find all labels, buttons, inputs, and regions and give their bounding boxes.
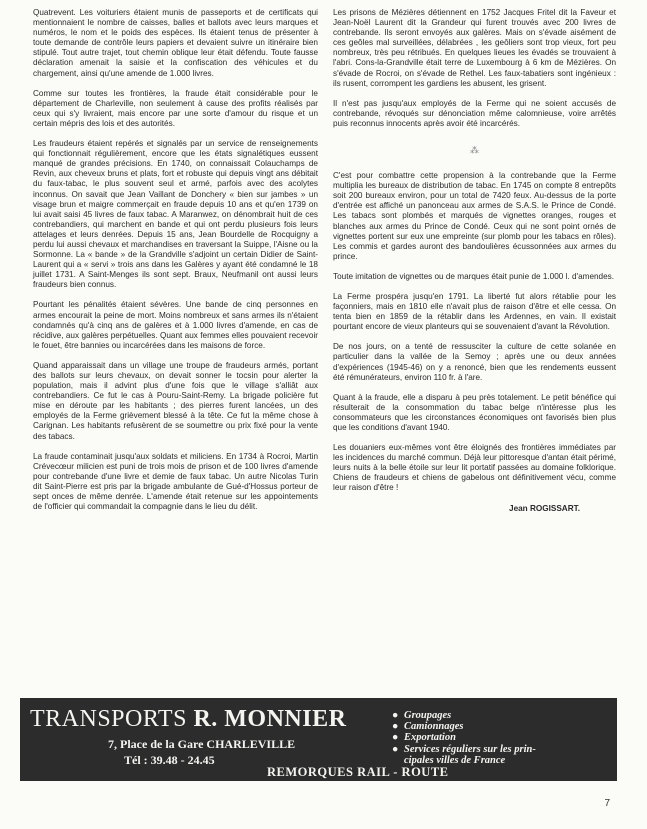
ad-address [108, 737, 295, 752]
paragraph: Les prisons de Mézières détiennent en 1752 Jacques Fritel dit la Faveur et Jean-Noël Laurent dit la Grandeur qui furent trouvés avec 200 livres de contrebande. Ils seront envoyés aux galères. Mais on s'évade aisément de ces geôles mal surveillées, délabrées , les geôliers sont trop vieux, fort peu nombreux, très peu rétribués. En quelques lieues les évadés se trouvaient à l'abri. Cons-la-Grandville était terre de Luxembourg à 6 km de Mézières. On s'évade de Rocroi, on s'évade de Rethel. Les faux-tabatiers sont ingénieux : ils rusent, corrompent les gardiens les abusent, les grisent. [333, 8, 616, 88]
ad-service-item [392, 744, 612, 755]
ad-rail-route: REMORQUES RAIL - ROUTE [267, 765, 449, 779]
author-signature: Jean ROGISSART. [509, 503, 580, 513]
paragraph: De nos jours, on a tenté de ressusciter la culture de cette solanée en particulier dans la vallée de la Semoy ; après une ou deux années d'expériences (1945-46) on y a renoncé, bien que les rendements eussent été rémunérateurs, environ 110 fr. à l'are. [333, 342, 616, 382]
paragraph: C'est pour combattre cette propension à la contrebande que la Ferme multiplia les bureaux de distribution de tabac. En 1745 on compte 8 entrepôts soit 200 bureaux environ, pour un total de 7420 feux. Au-dessus de la porte d'entrée est affiché un panonceau aux armes de S.A.S. le Prince de Condé. Les tabacs sont plombés et marqués de vignettes oranges, rouges et blanches aux armes du Prince de Condé. Ceux qui ne sont point ornés de vignettes portent sur eux une empreinte (sur plomb pour les tabacs en rôles). Les commis et gardes auront des bandoulières écussonnées aux armes du prince. [333, 171, 616, 261]
bullet-icon: ● [392, 710, 399, 721]
ad-address-street: 7, Place de la Gare [108, 737, 204, 751]
paragraph: Il n'est pas jusqu'aux employés de la Ferme qui ne soient accusés de contrebande, révoqués sur dénonciation même calomnieuse, voire arrêtés puis reconnus innocents après avoir été incarcérés. [333, 98, 616, 128]
paragraph: Pourtant les pénalités étaient sévères. Une bande de cinq personnes en armes encourait la peine de mort. Moins nombreux et sans armes ils n'étaient condamnés qu'à cinq ans de galères et à 1.000 livres d'amende, en cas de récidive, aux galères perpétuelles. Quant aux femmes elles pouvaient recevoir le fouet, être bannies ou incarcérées dans les maisons de force. [33, 300, 318, 350]
paragraph: La Ferme prospéra jusqu'en 1791. La liberté fut alors rétablie pour les façonniers, mais en 1810 elle n'avait plus de raison d'être et elle cessa. On tenta bien en 1859 de la rétablir dans les Ardennes, en vain. Il existait pourtant encore de vieux planteurs qui se souvenaient d'avant la Révolution. [333, 291, 616, 332]
paragraph: Quatrevent. Les voituriers étaient munis de passeports et de certificats qui mentionnaient le nombre de caisses, balles et ballots avec leurs marques et numéros, le nom et le poids des espèces. Ils étaient tenus de présenter à toute demande de contrôle leurs papiers et devaient suivre un itinéraire bien stipulé. Tout autre trajet, tout chemin oblique leur était défendu. Toute fausse déclaration amenait la saisie et la confiscation des véhicules et du chargement, ainsi qu'une amende de 1.000 livres. [33, 8, 318, 78]
ad-company-name: R. MONNIER [193, 706, 347, 732]
ad-phone-number-1: 39.48 [150, 753, 178, 767]
ad-service-label: Services réguliers sur les prin- [404, 743, 536, 755]
paragraph: Quant à la fraude, elle a disparu à peu près totalement. Le petit bénéfice qui résulterait de la consommation du tabac belge n'intéresse plus les consommateurs que les circonstances économiques ont favorisés bien plus que les conditions d'avant 1940. [333, 392, 616, 432]
transport-advertisement [20, 698, 617, 781]
ad-phone-separator: - [180, 753, 185, 767]
page-number: 7 [604, 798, 610, 809]
right-column [333, 8, 616, 514]
ad-services-list [392, 710, 612, 766]
ad-address-city: CHARLEVILLE [206, 737, 296, 751]
paragraph: Les fraudeurs étaient repérés et signalés par un service de renseignements qui fonctionnait régulièrement, encore que les états signalétiques eussent manqué de grandes précisions. En 1740, on connaissait Colauchamps de Revin, aux cheveux bruns et plats, fort et robuste qui depuis vingt ans débitait du faux-tabac, le plus souvent seul et armé, parfois avec des acolytes inconnus. On savait que Jean Vaillant de Donchery « bien sur jambes » un visage brun et maigre commerçait en fraude depuis 10 ans et qu'en 1739 on lui avait saisi 45 livres de faux tabac. A Maranwez, on dénombrait huit de ces contrebandiers, qui marchent en bande et qui ont perdu plusieurs fois leurs attelages et leurs denrées. Depuis 15 ans, Jean Bourdelle de Rocquigny a perdu lui aussi chevaux et marchandises en traversant la Suippe, l'Aisne ou la Sormonne. La « bande » de la Grandville s'adjoint un certain Didier de Saint-Laurent qui a « servi » trois ans dans les Galères y ayant été condamné le 18 juillet 1731. A Saint-Menges ils sont sept. Braux, Neufmanil ont aussi leurs fraudeurs bien connus. [33, 139, 318, 290]
ad-service-label: Groupages [404, 710, 452, 721]
ad-service-label: Camionnages [404, 721, 464, 733]
bullet-icon: ● [392, 732, 399, 744]
bullet-icon: ● [392, 743, 399, 755]
ad-service-item [392, 710, 612, 721]
paragraph: Toute imitation de vignettes ou de marques était punie de 1.000 l. d'amendes. [333, 271, 615, 281]
ad-service-item [392, 721, 612, 732]
paragraph: Quand apparaissait dans un village une troupe de fraudeurs armés, portant des ballots sur leurs chevaux, on devait sonner le tocsin pour alerter la population, mais il advint plus d'une fois que le village s'alliât aux contrebandiers. Ce fut le cas à Pouru-Saint-Remy. La brigade policière fut mise en déroute par les habitants ; des pierres furent lancées, un des employés de la Ferme grièvement blessé à la tête. Ce fut la même chose à Carignan. Les habitants refusèrent de se soumettre ou prix fixé pour la vente des tabacs. [33, 360, 318, 441]
paragraph: Comme sur toutes les frontières, la fraude était considérable pour le département de Charleville, non seulement à cause des profits réalisés par ceux qui s'y livraient, mais encore par une sorte d'amour du risque et un certain mépris des lois et des autorités. [33, 88, 318, 128]
section-ornament: ⁂ [470, 145, 479, 156]
ad-service-item [392, 732, 612, 743]
ad-company-word: TRANSPORTS [30, 706, 187, 732]
ad-service-continuation: cipales villes de France [404, 754, 506, 766]
paragraph: La fraude contaminait jusqu'aux soldats et miliciens. En 1734 à Rocroi, Martin Crévecœur milicien est puni de trois mois de prison et de 100 livres d'amende pour contrebande d'une livre et demie de faux tabac. Un autre Nicolas Turin dit Saint-Pierre est pris par la brigade ambulante de Gué-d'Hossus porteur de sept onces de même denrée. L'amende était retenue sur les appointements de l'officier qui commandait la compagnie dans le lieu du délit. [33, 451, 318, 512]
ad-phone [124, 753, 215, 768]
left-column [33, 8, 318, 512]
bullet-icon: ● [392, 721, 399, 733]
ad-service-label: Exportation [404, 732, 456, 744]
ad-company-line [30, 706, 346, 733]
ad-phone-number-2: 24.45 [187, 753, 215, 767]
ad-phone-label: Tél : [124, 753, 148, 767]
paragraph: Les douaniers eux-mêmes vont être éloignés des frontières immédiates par les incidences du marché commun. Déjà leur pittoresque d'antan était périmé, leurs nuits à la belle étoile sur leur lit portatif passées au domaine folklorique. Chiens de fraudeurs et chiens de gabelous ont définitivement vécu, comme leur raison d'être ! [333, 443, 616, 493]
